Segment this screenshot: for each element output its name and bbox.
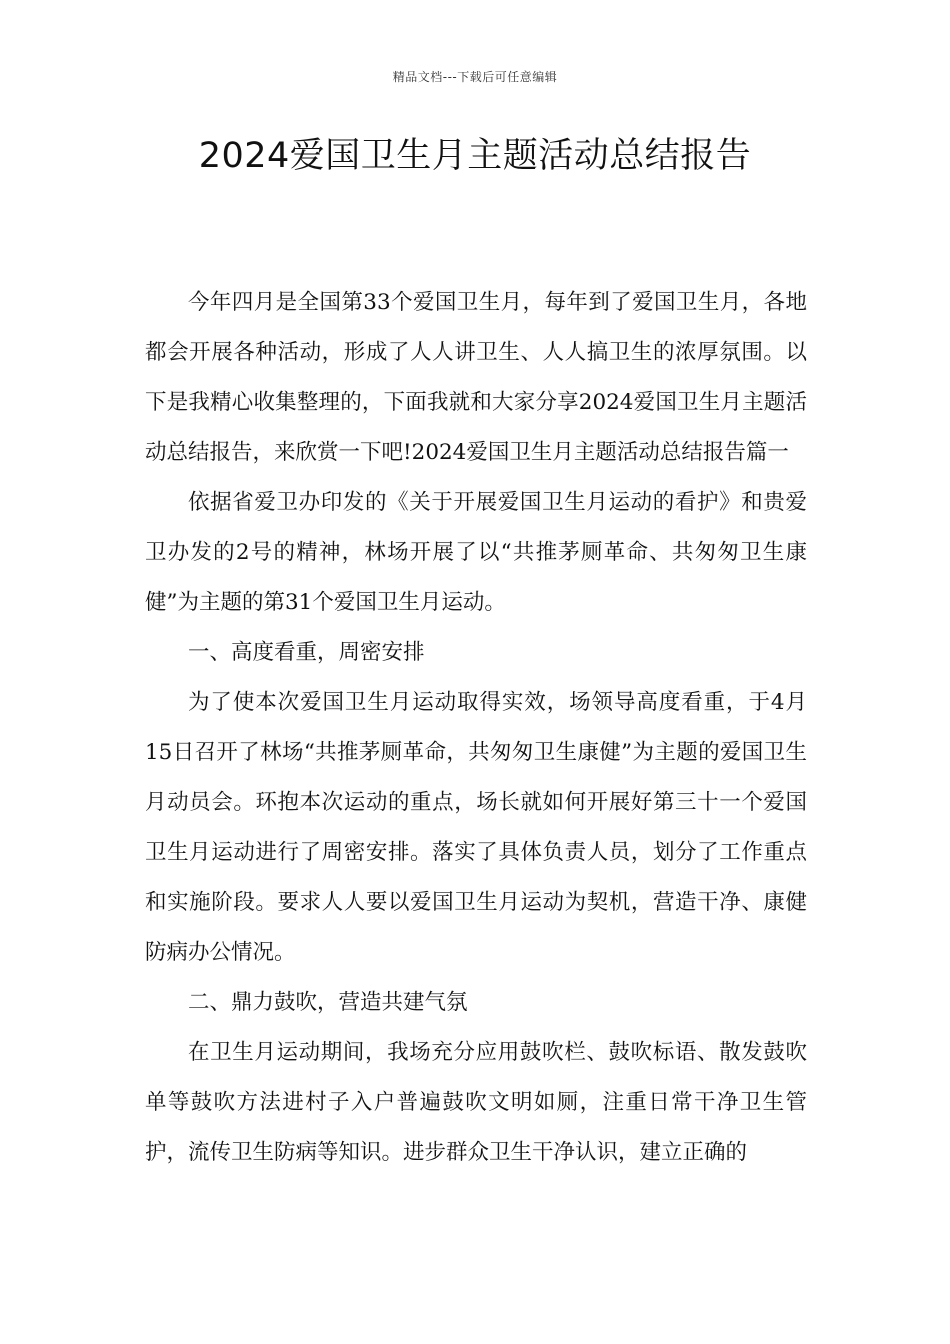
- document-title: 2024爱国卫生月主题活动总结报告: [198, 136, 752, 176]
- header-note: 精品文档---下载后可任意编辑: [392, 70, 558, 84]
- section-heading-1: 一、高度看重，周密安排: [188, 640, 425, 665]
- paragraph-section-1: 为了使本次爱国卫生月运动取得实效，场领导高度看重，于4月15日召开了林场“共推茅厕革命，共匆匆卫生康健”为主题的爱国卫生月动员会。环抱本次运动的重点，场长就如何开展好第三十一个爱国卫生月运动进行了周密安排。落实了具体负责人员，划分了工作重点和实施阶段。要求人人要以爱国卫生月运动为契机，营造干净、康健防病办公情况。: [145, 690, 807, 965]
- document-body: [145, 278, 807, 1178]
- paragraph-intro: 今年四月是全国第33个爱国卫生月，每年到了爱国卫生月，各地都会开展各种活动，形成了人人讲卫生、人人搞卫生的浓厚氛围。以下是我精心收集整理的，下面我就和大家分享2024爱国卫生月主题活动总结报告，来欣赏一下吧!2024爱国卫生月主题活动总结报告篇一: [145, 290, 807, 465]
- section-heading-2: 二、鼎力鼓吹，营造共建气氛: [188, 990, 468, 1015]
- paragraph-basis: 依据省爱卫办印发的《关于开展爱国卫生月运动的看护》和贵爱卫办发的2号的精神，林场开展了以“共推茅厕革命、共匆匆卫生康健”为主题的第31个爱国卫生月运动。: [145, 490, 807, 615]
- paragraph-section-2: 在卫生月运动期间，我场充分应用鼓吹栏、鼓吹标语、散发鼓吹单等鼓吹方法进村子入户普遍鼓吹文明如厕，注重日常干净卫生管护，流传卫生防病等知识。进步群众卫生干净认识，建立正确的: [145, 1040, 807, 1165]
